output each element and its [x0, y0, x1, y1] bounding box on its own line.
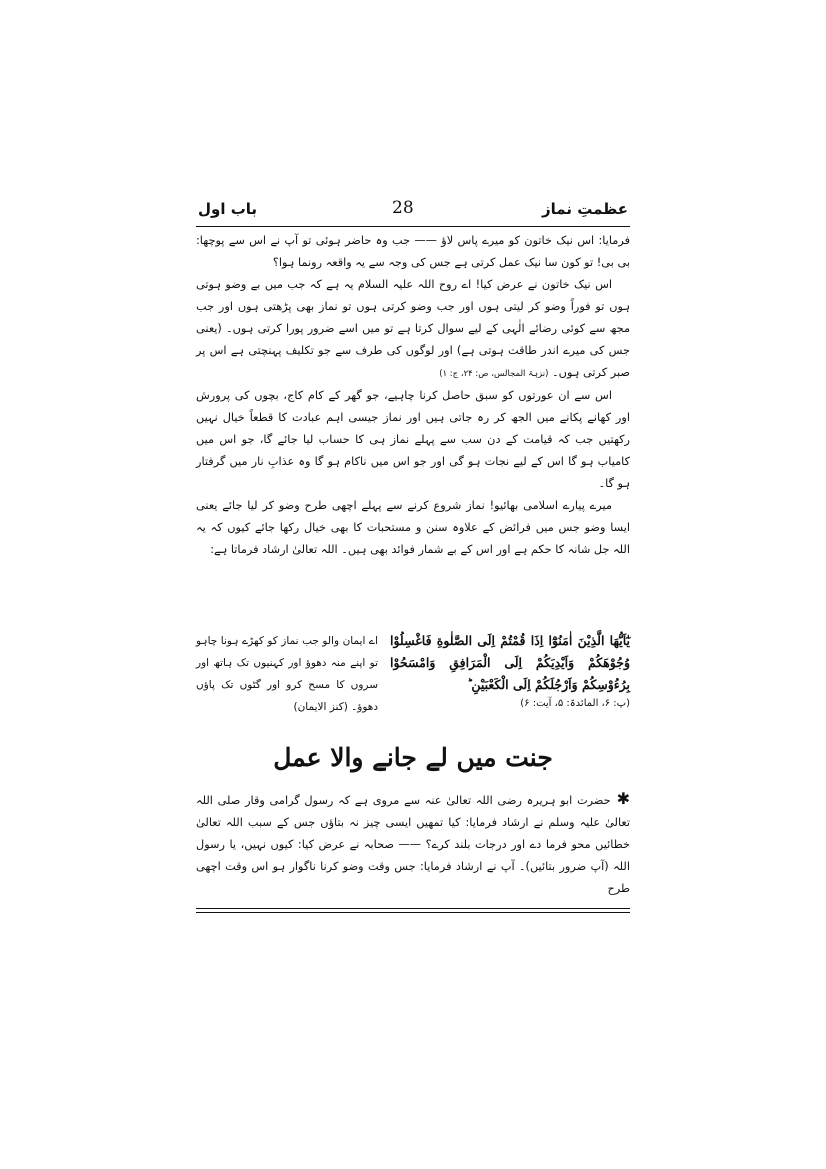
- footer-rule-top: [196, 908, 630, 909]
- page-number: 28: [392, 198, 414, 218]
- section-heading: جنت میں لے جانے والا عمل: [273, 743, 553, 772]
- page-header: [196, 198, 630, 227]
- hadith-paragraph: حضرت ابو ہریرہ رضی اللہ تعالیٰ عنہ سے مروی ہے کہ رسول گرامی وقار صلی اللہ تعالیٰ علیہ وسلم نے ارشاد فرمایا: کیا تمھیں ایسی چیز نہ بتاؤں جس کے سبب اللہ تعالیٰ خطائیں محو فرما دے اور درجات بلند کرے؟ —— صحابہ نے عرض کیا: کیوں نہیں، یا رسول اللہ (آپ ضرور بتائیں)۔ آپ نے ارشاد فرمایا: جس وقت وضو کرنا ناگوار ہو اس وقت اچھی طرح: [196, 794, 630, 895]
- reference-nuzhat: (نزہۃ المجالس، ص: ۲۴، ج: ۱): [439, 369, 549, 379]
- chapter-label: باب اول: [198, 200, 258, 218]
- paragraph-4: میرے پیارے اسلامی بھائیو! نماز شروع کرنے سے پہلے اچھی طرح وضو کر لیا جائے یعنی ایسا وضو جس میں فرائض کے علاوہ سنن و مستحبات کا بھی خیال رکھا جائے کیوں کہ یہ اللہ جل شانہ کا حکم ہے اور اس کے بے شمار فوائد بھی ہیں۔ اللہ تعالیٰ ارشاد فرماتا ہے:: [196, 499, 630, 556]
- footer-rule-bottom: [196, 912, 630, 913]
- asterisk-bullet-icon: ✱: [616, 789, 630, 808]
- quran-arabic-text: يٰٓاَيُّهَا الَّذِيْنَ اٰمَنُوْٓا اِذَا قُمْتُمْ اِلَى الصَّلٰوةِ فَاغْسِلُوْا وُجُوْهَكُمْ وَاَيْدِيَكُمْ اِلَى الْمَرَافِقِ وَامْسَحُوْا بِرُءُوْسِكُمْ وَاَرْجُلَكُمْ اِلَى الْكَعْبَيْنِ ؕ: [390, 633, 630, 692]
- quran-arabic: [390, 630, 630, 712]
- paragraph-3: اس سے ان عورتوں کو سبق حاصل کرنا چاہیے، جو گھر کے کام کاج، بچوں کی پرورش اور کھانے پکانے میں الجھ کر رہ جاتی ہیں اور نماز جیسی اہم عبادت کا قطعاً خیال نہیں رکھتیں جب کہ قیامت کے دن سب سے پہلے نماز ہی کا حساب لیا جائے گا، جو اس میں کامیاب ہو گا اس کے لیے نجات ہو گی اور جو اس میں ناکام ہو گا وہ عذابِ نار میں گرفتار ہو گا۔: [196, 389, 630, 490]
- quran-verse-block: [196, 630, 630, 730]
- book-page: [196, 198, 630, 918]
- quran-translation: اے ایمان والو جب نماز کو کھڑے ہونا چاہو تو اپنے منہ دھوؤ اور کہنیوں تک ہاتھ اور سروں کا مسح کرو اور گٹوں تک پاؤں دھوؤ۔ (کنز الایمان): [196, 635, 378, 713]
- paragraph-2: [196, 274, 630, 385]
- paragraph-2-text: اس نیک خاتون نے عرض کیا! اے روح اللہ علیہ السلام یہ ہے کہ جب میں بے وضو ہوتی ہوں تو فوراً وضو کر لیتی ہوں اور جب وضو کرتی ہوں تو نماز بھی پڑھتی ہوں اور جب مجھ سے کوئی رضائے الٰہی کے لیے سوال کرتا ہے تو میں اسے ضرور پورا کرتی ہوں۔ (یعنی جس کی میرے اندر طاقت ہوتی ہے) اور لوگوں کی طرف سے جو تکلیف پہنچتی ہے اس پر صبر کرتی ہوں۔: [196, 278, 630, 379]
- main-text: [196, 230, 630, 561]
- hadith-text: [196, 788, 630, 900]
- paragraph-1: فرمایا: اس نیک خاتون کو میرے پاس لاؤ —— جب وہ حاضر ہوئی تو آپ نے اس سے پوچھا: بی بی! تو کون سا نیک عمل کرتی ہے جس کی وجہ سے یہ واقعہ رونما ہوا؟: [196, 234, 630, 269]
- quran-reference: (پ: ۶، المائدۃ: ۵، آیت: ۶): [520, 698, 630, 709]
- book-title: عظمتِ نماز: [542, 200, 628, 218]
